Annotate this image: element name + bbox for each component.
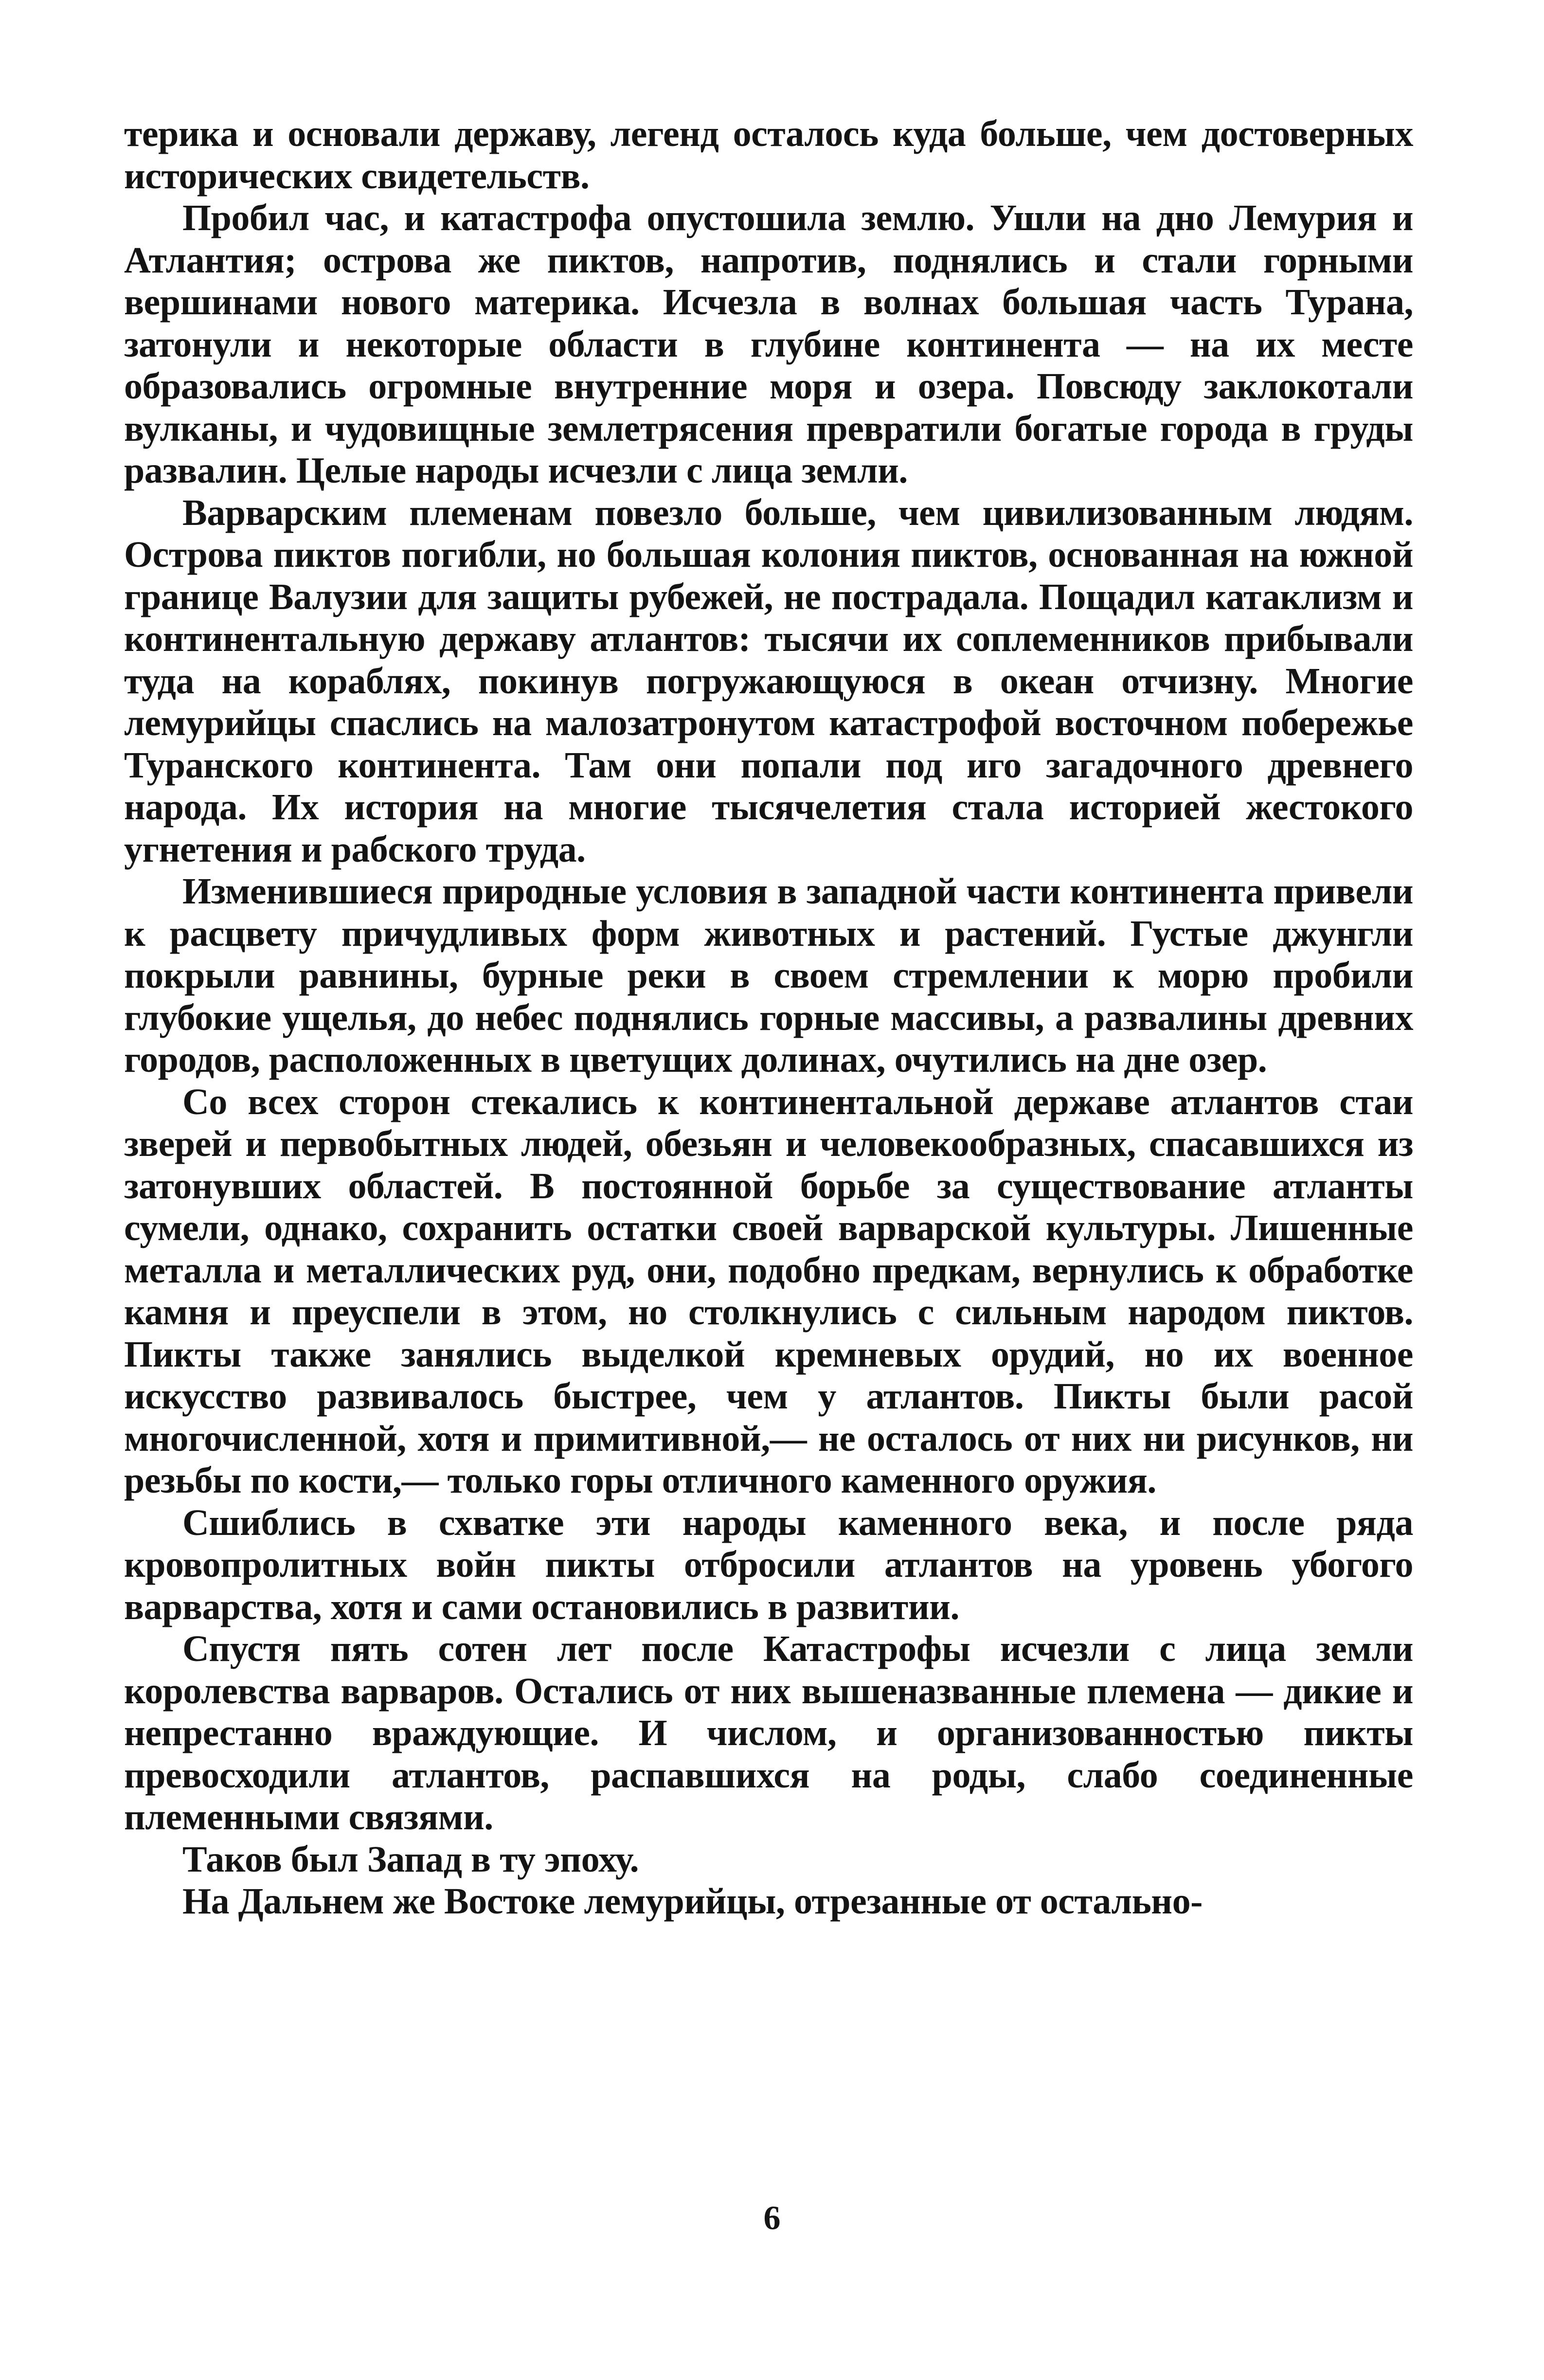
paragraph-5: Со всех сторон стекались к континентальной державе атлантов стаи зверей и первобытных людей, обезьян и человекообразных, спасавшихся из затонувших областей. В постоянной борьбе за существование атланты сумели, однако, сохранить остатки своей варварской культуры. Лишенные металла и металлических руд, они, подобно предкам, вернулись к обработке камня и преуспели в этом, но столкнулись с сильным народом пиктов. Пикты также занялись выделкой кремневых орудий, но их военное искусство развивалось быстрее, чем у атлантов. Пикты были расой многочисленной, хотя и примитивной,— не осталось от них ни рисунков, ни резьбы по кости,— только горы отличного каменного оружия.: [124, 1081, 1413, 1501]
paragraph-2: Пробил час, и катастрофа опустошила землю. Ушли на дно Лемурия и Атлантия; острова же пиктов, напротив, поднялись и стали горными вершинами нового материка. Исчезла в волнах большая часть Турана, затонули и некоторые области в глубине континента — на их месте образовались огромные внутренние моря и озера. Повсюду заклокотали вулканы, и чудовищные землетрясения превратили богатые города в груды развалин. Целые народы исчезли с лица земли.: [124, 198, 1413, 491]
paragraph-6: Сшиблись в схватке эти народы каменного века, и после ряда кровопролитных войн пикты отбросили атлантов на уровень убогого варварства, хотя и сами остановились в развитии.: [124, 1502, 1413, 1627]
paragraph-8: Таков был Запад в ту эпоху.: [182, 1839, 639, 1880]
paragraph-7: Спустя пять сотен лет после Катастрофы исчезли с лица земли королевства варваров. Остались от них вышеназванные племена — дикие и непрестанно враждующие. И числом, и организованностью пикты превосходили атлантов, распавшихся на роды, слабо соединенные племенными связями.: [124, 1628, 1413, 1838]
paragraph-3: Варварским племенам повезло больше, чем цивилизованным людям. Острова пиктов погибли, но большая колония пиктов, основанная на южной границе Валузии для защиты рубежей, не пострадала. Пощадил катаклизм и континентальную державу атлантов: тысячи их соплеменников прибывали туда на кораблях, покинув погружающуюся в океан отчизну. Многие лемурийцы спаслись на малозатронутом катастрофой восточном побережье Туранского континента. Там они попали под иго загадочного древнего народа. Их история на многие тысячелетия стала историей жестокого угнетения и рабского труда.: [124, 492, 1413, 870]
page-body: [124, 113, 1413, 1923]
paragraph-4: Изменившиеся природные условия в западной части континента привели к расцвету причудливых форм животных и растений. Густые джунгли покрыли равнины, бурные реки в своем стремлении к морю пробили глубокие ущелья, до небес поднялись горные массивы, а развалины древних городов, расположенных в цветущих долинах, очутились на дне озер.: [124, 871, 1413, 1080]
paragraph-1: терика и основали державу, легенд осталось куда больше, чем достоверных исторических свидетельств.: [124, 113, 1413, 197]
paragraph-9: На Дальнем же Востоке лемурийцы, отрезанные от остально-: [182, 1881, 1203, 1922]
page-number: 6: [763, 2200, 781, 2237]
